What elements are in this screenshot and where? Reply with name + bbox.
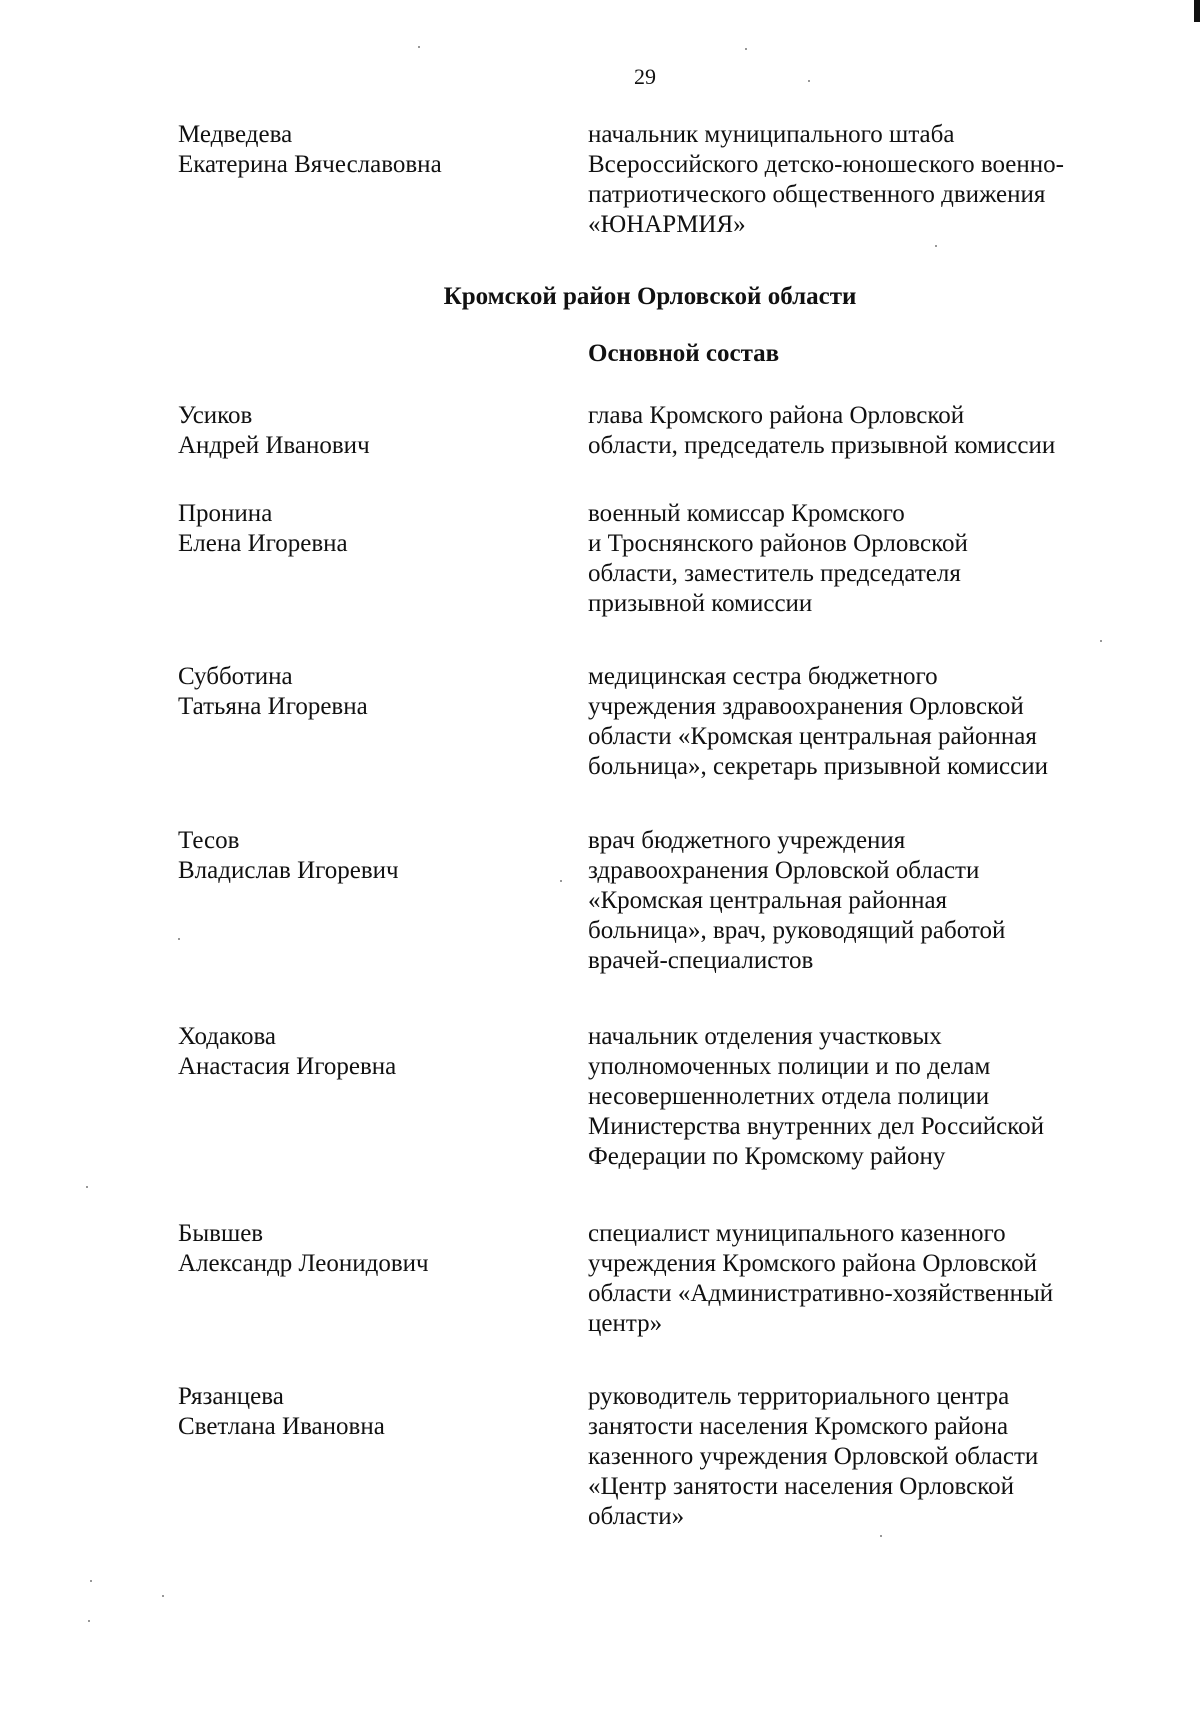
role-line: «Кромская центральная районная — [588, 887, 948, 914]
member-given-names: Елена Игоревна — [178, 530, 348, 557]
member-name — [178, 1382, 558, 1442]
member-surname: Ходакова — [178, 1023, 277, 1050]
role-line: призывной комиссии — [588, 590, 813, 617]
role-line: «ЮНАРМИЯ» — [588, 211, 746, 238]
role-line: здравоохранения Орловской области — [588, 857, 980, 884]
role-line: военный комиссар Кромского — [588, 500, 905, 527]
role-line: области «Административно-хозяйственный — [588, 1280, 1054, 1307]
member-given-names: Светлана Ивановна — [178, 1413, 385, 1440]
member-surname: Субботина — [178, 663, 293, 690]
role-line: больница», врач, руководящий работой — [588, 917, 1006, 944]
scan-speck — [935, 245, 937, 247]
member-surname: Рязанцева — [178, 1383, 284, 1410]
scan-speck — [86, 1186, 88, 1188]
role-line: учреждения Кромского района Орловской — [588, 1250, 1038, 1277]
page-number: 29 — [634, 64, 656, 89]
role-line: области, заместитель председателя — [588, 560, 961, 587]
member-given-names: Владислав Игоревич — [178, 857, 399, 884]
member-name — [178, 401, 558, 461]
section-title: Кромской район Орловской области — [443, 283, 857, 310]
member-name — [178, 662, 558, 722]
role-line: казенного учреждения Орловской области — [588, 1443, 1039, 1470]
role-line: медицинская сестра бюджетного — [588, 663, 938, 690]
member-surname: Пронина — [178, 500, 273, 527]
member-given-names: Анастасия Игоревна — [178, 1053, 397, 1080]
member-name — [178, 120, 558, 180]
role-line: патриотического общественного движения — [588, 181, 1046, 208]
role-line: области» — [588, 1503, 685, 1530]
role-line: врач бюджетного учреждения — [588, 827, 906, 854]
role-line: глава Кромского района Орловской — [588, 402, 965, 429]
member-name — [178, 1219, 558, 1279]
role-line: области, председатель призывной комиссии — [588, 432, 1056, 459]
role-line: учреждения здравоохранения Орловской — [588, 693, 1024, 720]
member-role — [588, 1219, 1148, 1339]
scan-speck — [560, 880, 562, 882]
member-role — [588, 120, 1148, 240]
role-line: врачей-специалистов — [588, 947, 814, 974]
scan-speck — [88, 1620, 90, 1622]
member-role — [588, 826, 1148, 976]
subsection-title: Основной состав — [588, 340, 780, 367]
role-line: больница», секретарь призывной комиссии — [588, 753, 1049, 780]
role-line: Всероссийского детско-юношеского военно- — [588, 151, 1064, 178]
member-given-names: Татьяна Игоревна — [178, 693, 368, 720]
role-line: несовершеннолетних отдела полиции — [588, 1083, 990, 1110]
member-surname: Усиков — [178, 402, 253, 429]
member-given-names: Александр Леонидович — [178, 1250, 429, 1277]
role-line: центр» — [588, 1310, 663, 1337]
role-line: занятости населения Кромского района — [588, 1413, 1009, 1440]
member-given-names: Екатерина Вячеславовна — [178, 151, 442, 178]
role-line: Федерации по Кромскому району — [588, 1143, 946, 1170]
member-role — [588, 499, 1148, 619]
member-surname: Тесов — [178, 827, 240, 854]
role-line: «Центр занятости населения Орловской — [588, 1473, 1014, 1500]
scan-edge-mark — [1194, 0, 1200, 22]
member-given-names: Андрей Иванович — [178, 432, 370, 459]
role-line: начальник муниципального штаба — [588, 121, 955, 148]
member-name — [178, 499, 558, 559]
member-role — [588, 1022, 1148, 1172]
scan-speck — [418, 46, 420, 48]
scan-speck — [745, 48, 747, 50]
scan-speck — [1100, 640, 1102, 642]
role-line: уполномоченных полиции и по делам — [588, 1053, 991, 1080]
scan-speck — [90, 1580, 92, 1582]
role-line: начальник отделения участковых — [588, 1023, 942, 1050]
role-line: области «Кромская центральная районная — [588, 723, 1037, 750]
role-line: Министерства внутренних дел Российской — [588, 1113, 1044, 1140]
member-name — [178, 1022, 558, 1082]
member-role — [588, 401, 1148, 461]
role-line: специалист муниципального казенного — [588, 1220, 1006, 1247]
role-line: руководитель территориального центра — [588, 1383, 1010, 1410]
member-surname: Бывшев — [178, 1220, 264, 1247]
scan-speck — [808, 80, 810, 82]
scan-speck — [162, 1595, 164, 1597]
member-role — [588, 662, 1148, 782]
scan-speck — [880, 1535, 882, 1537]
scan-speck — [178, 938, 180, 940]
role-line: и Троснянского районов Орловской — [588, 530, 968, 557]
member-name — [178, 826, 558, 886]
member-role — [588, 1382, 1148, 1532]
member-surname: Медведева — [178, 121, 293, 148]
